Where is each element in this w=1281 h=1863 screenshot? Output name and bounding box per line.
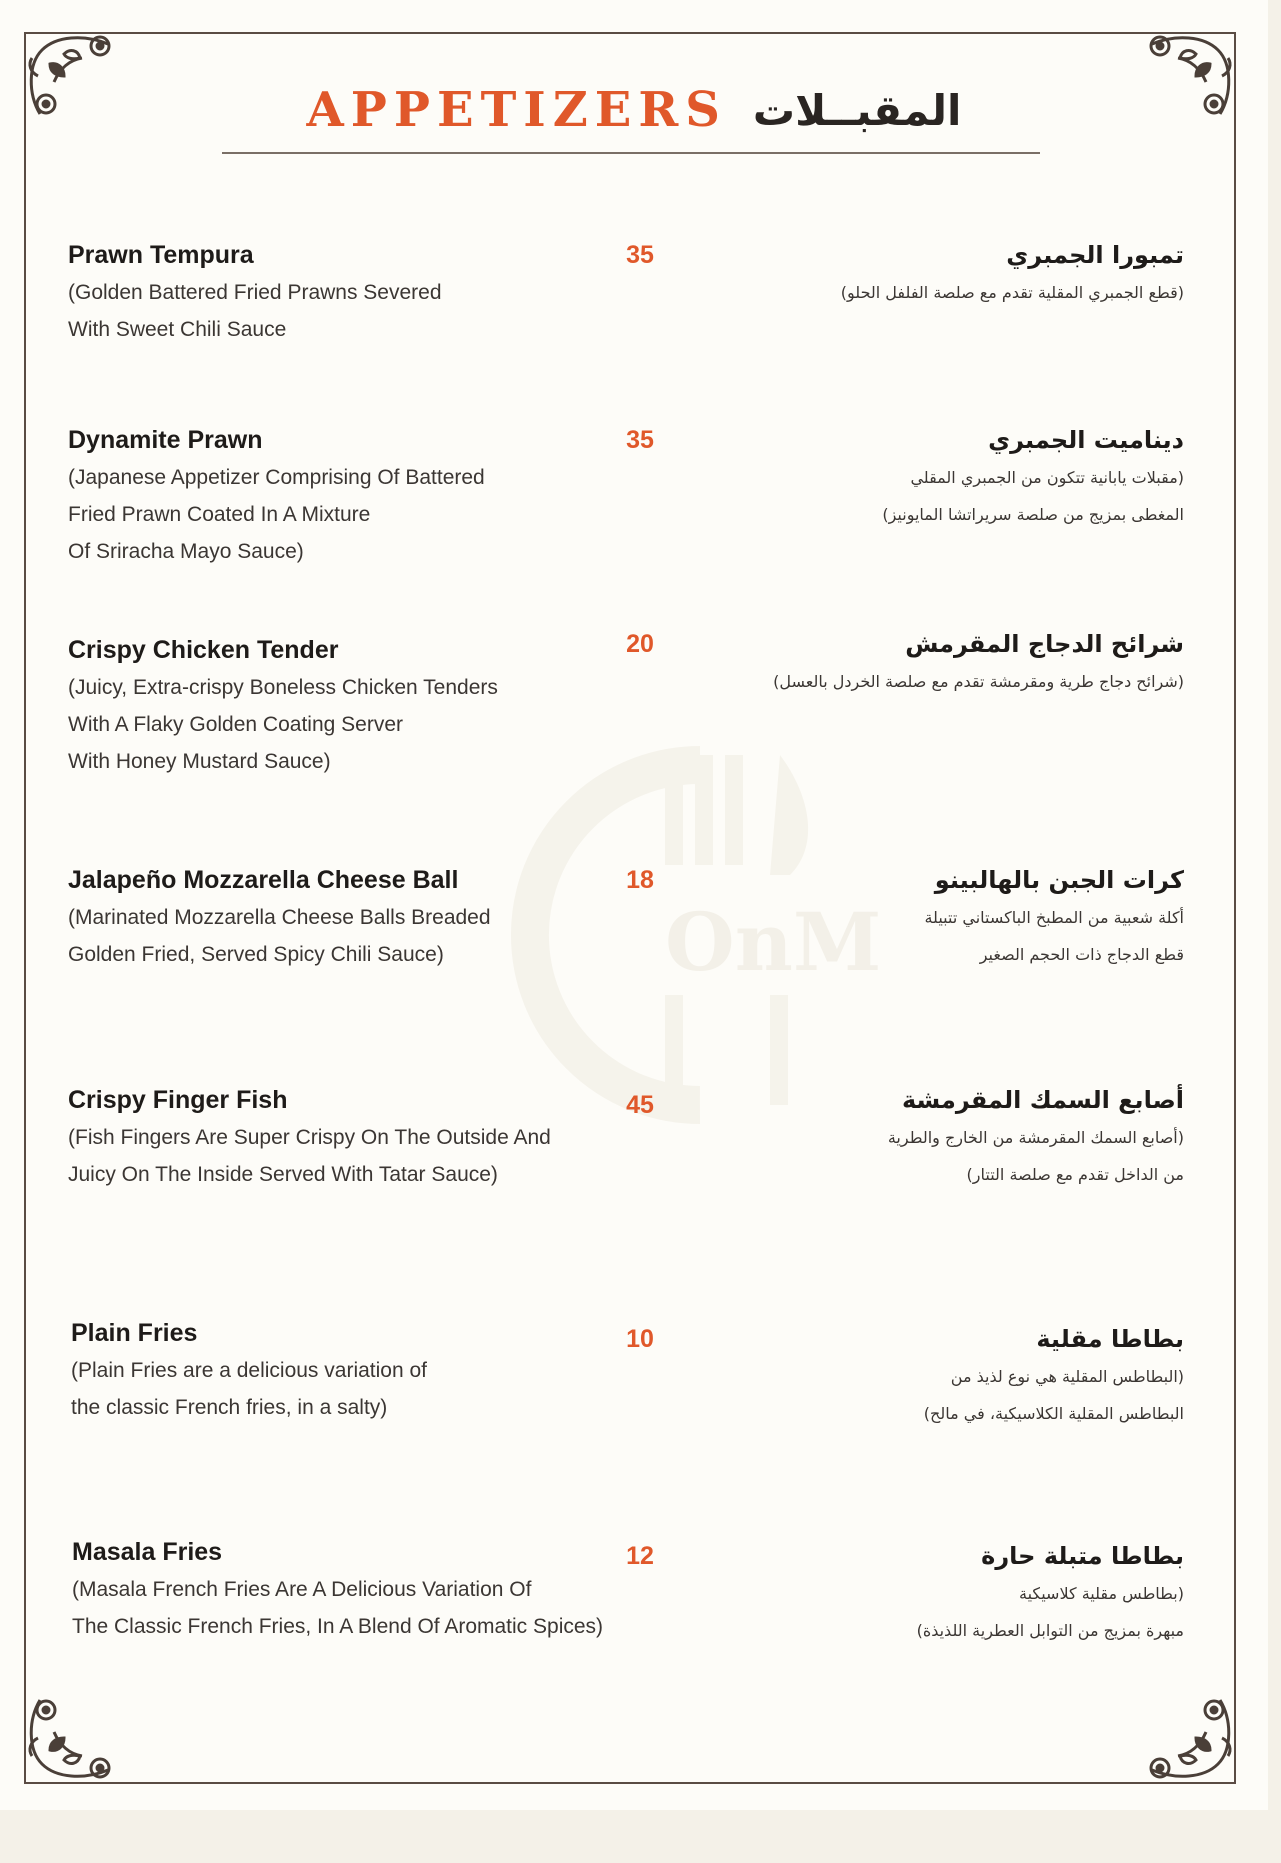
item-description-arabic — [624, 1358, 1184, 1432]
description-line: المغطى بمزيج من صلصة سريراتشا المايونيز) — [882, 505, 1184, 524]
item-arabic — [624, 630, 1184, 700]
item-arabic — [624, 1537, 1184, 1649]
description-line: (البطاطس المقلية هي نوع لذيذ من — [950, 1367, 1184, 1386]
item-name: Prawn Tempura — [68, 241, 254, 269]
description-line: With Honey Mustard Sauce) — [68, 750, 331, 773]
item-description — [68, 669, 608, 780]
item-name-arabic: أصابع السمك المقرمشة — [901, 1086, 1184, 1114]
item-name-arabic: تمبورا الجمبري — [1006, 241, 1184, 269]
description-line: Of Sriracha Mayo Sauce) — [68, 540, 304, 563]
item-name: Jalapeño Mozzarella Cheese Ball — [68, 866, 459, 894]
item-name: Plain Fries — [71, 1319, 198, 1347]
item-name: Crispy Finger Fish — [68, 1086, 288, 1114]
item-arabic — [624, 1318, 1184, 1432]
description-line: قطع الدجاج ذات الحجم الصغير — [979, 945, 1184, 964]
item-price: 45 — [626, 1091, 654, 1119]
description-line: (Marinated Mozzarella Cheese Balls Breaded — [68, 906, 491, 929]
item-english — [71, 1318, 611, 1426]
description-line: With Sweet Chili Sauce — [68, 318, 287, 341]
description-line: (Fish Fingers Are Super Crispy On The Outside And — [68, 1126, 551, 1149]
item-price: 12 — [626, 1542, 654, 1570]
item-name-arabic: كرات الجبن بالهالبينو — [934, 866, 1184, 894]
item-name-arabic: بطاطا متبلة حارة — [981, 1542, 1184, 1570]
item-description-arabic — [624, 274, 1184, 311]
title-arabic: المقبــلات — [752, 85, 962, 135]
description-line: (مقبلات يابانية تتكون من الجمبري المقلي — [910, 468, 1184, 487]
item-description-arabic — [624, 1119, 1184, 1193]
item-description — [68, 899, 608, 973]
description-line: With A Flaky Golden Coating Server — [68, 713, 403, 736]
item-name: Masala Fries — [72, 1538, 223, 1566]
description-line: (Masala French Fries Are A Delicious Variation Of — [72, 1578, 532, 1601]
description-line: (أصابع السمك المقرمشة من الخارج والطرية — [887, 1128, 1184, 1147]
item-description-arabic — [624, 459, 1184, 533]
description-line: (Japanese Appetizer Comprising Of Battered — [68, 466, 485, 489]
description-line: (Juicy, Extra-crispy Boneless Chicken Tenders — [68, 676, 498, 699]
item-description-arabic — [624, 1575, 1184, 1649]
item-description-arabic — [624, 899, 1184, 973]
menu-header — [0, 82, 1268, 138]
description-line: the classic French fries, in a salty) — [71, 1396, 388, 1419]
corner-ornament-icon — [1144, 1694, 1240, 1790]
description-line: أكلة شعبية من المطبخ الباكستاني تتبيلة — [924, 908, 1184, 927]
description-line: Juicy On The Inside Served With Tatar Sauce) — [68, 1163, 498, 1186]
item-price: 35 — [626, 241, 654, 269]
item-english — [68, 635, 608, 780]
description-line: (شرائح دجاج طرية ومقرمشة تقدم مع صلصة الخردل بالعسل) — [773, 672, 1184, 691]
description-line: Fried Prawn Coated In A Mixture — [68, 503, 371, 526]
item-price: 35 — [626, 426, 654, 454]
item-price: 18 — [626, 866, 654, 894]
description-line: (Golden Battered Fried Prawns Severed — [68, 281, 442, 304]
item-arabic — [624, 240, 1184, 311]
description-line: البطاطس المقلية الكلاسيكية، في مالح) — [923, 1404, 1184, 1423]
item-description — [72, 1571, 632, 1645]
item-description — [68, 274, 608, 348]
title-divider — [222, 152, 1040, 154]
item-english — [68, 240, 608, 348]
item-description — [71, 1352, 611, 1426]
description-line: (Plain Fries are a delicious variation of — [71, 1359, 427, 1382]
item-english — [68, 1085, 608, 1193]
description-line: مبهرة بمزيج من التوابل العطرية اللذيذة) — [916, 1621, 1184, 1640]
item-description — [68, 459, 608, 570]
description-line: The Classic French Fries, In A Blend Of Aromatic Spices) — [72, 1615, 604, 1638]
item-english — [68, 865, 608, 973]
item-name-arabic: بطاطا مقلية — [1036, 1325, 1184, 1353]
watermark-text: OnM — [665, 895, 882, 989]
description-line: من الداخل تقدم مع صلصة التتار) — [966, 1165, 1184, 1184]
corner-ornament-icon — [20, 1694, 116, 1790]
item-english — [72, 1537, 632, 1645]
description-line: (بطاطس مقلية كلاسيكية — [1018, 1584, 1184, 1603]
item-name-arabic: شرائح الدجاج المقرمش — [905, 630, 1184, 658]
item-price: 20 — [626, 630, 654, 658]
item-name-arabic: ديناميت الجمبري — [988, 426, 1184, 454]
item-arabic — [624, 425, 1184, 533]
item-arabic — [624, 1085, 1184, 1193]
item-description — [68, 1119, 608, 1193]
title-english: APPETIZERS — [306, 82, 727, 138]
item-name: Dynamite Prawn — [68, 426, 263, 454]
description-line: (قطع الجمبري المقلية تقدم مع صلصة الفلفل الحلو) — [840, 283, 1184, 302]
item-name: Crispy Chicken Tender — [68, 636, 339, 664]
item-price: 10 — [626, 1325, 654, 1353]
item-english — [68, 425, 608, 570]
item-arabic — [624, 865, 1184, 973]
item-description-arabic — [624, 663, 1184, 700]
description-line: Golden Fried, Served Spicy Chili Sauce) — [68, 943, 444, 966]
